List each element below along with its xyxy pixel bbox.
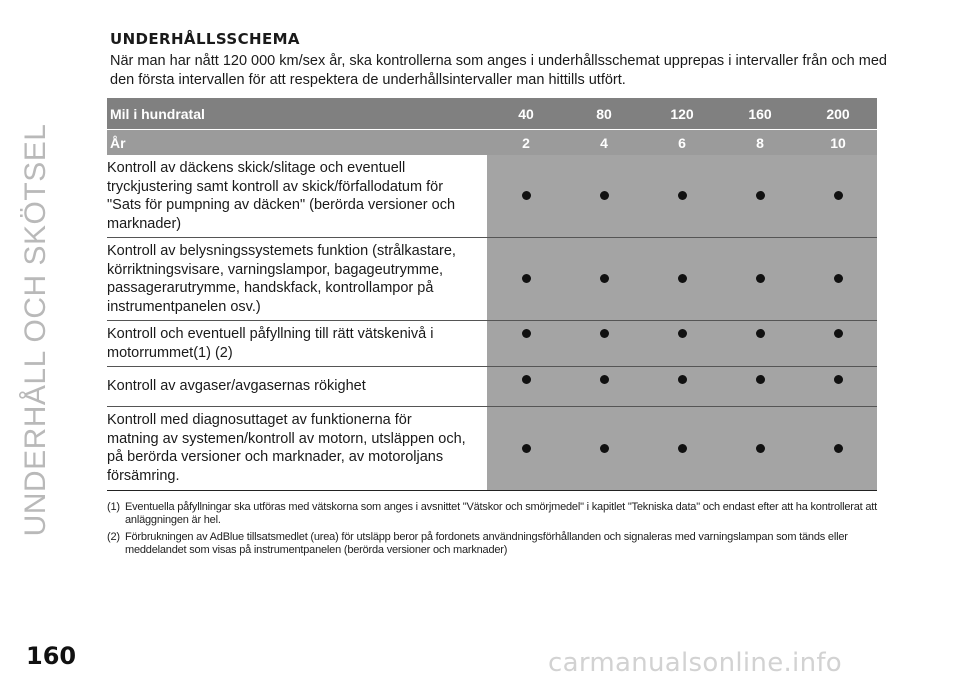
- dot-icon: [834, 375, 843, 384]
- task-description: Kontroll av belysningssystemets funktion (strålkastare, körriktningsvisare, varningslampor, bagageutrymme, passagerarutrymme, handskfack, kontrollampor på instrumentpanelen osv.): [107, 238, 487, 321]
- dot-icon: [756, 375, 765, 384]
- dot-icon: [756, 274, 765, 283]
- task-description: Kontroll och eventuell påfyllning till rätt vätskenivå i motorrummet(1) (2): [107, 321, 487, 367]
- header-distance-value: 160: [721, 98, 799, 130]
- header-row-years: [107, 130, 877, 156]
- table-row: [107, 321, 877, 367]
- mark-cell: [721, 407, 799, 491]
- mark-cell: [799, 155, 877, 238]
- dot-icon: [600, 191, 609, 200]
- task-description: Kontroll av däckens skick/slitage och eventuell tryckjustering samt kontroll av skick/förfallodatum för "Sats för pumpning av däcken" (berörda versioner och marknader): [107, 155, 487, 238]
- footnote-text: Eventuella påfyllningar ska utföras med vätskorna som anges i avsnittet "Vätskor och smörjmedel" i kapitlet "Tekniska data" och endast efter att ha kontrollerat att anläggningen är hel.: [125, 501, 877, 526]
- header-distance-value: 40: [487, 98, 565, 130]
- mark-cell: [799, 407, 877, 491]
- dot-icon: [756, 329, 765, 338]
- dot-icon: [522, 191, 531, 200]
- table-row: [107, 367, 877, 407]
- header-years-value: 2: [487, 130, 565, 156]
- intro-paragraph: När man har nått 120 000 km/sex år, ska kontrollerna som anges i underhållsschemat upprepas i intervaller från och med den första intervallen för att respektera de underhållsintervaller man hittills utfört.: [110, 53, 887, 88]
- dot-icon: [756, 444, 765, 453]
- dot-icon: [834, 329, 843, 338]
- footnote: [107, 531, 887, 557]
- footnotes: [107, 501, 887, 561]
- mark-cell: [643, 155, 721, 238]
- dot-icon: [678, 444, 687, 453]
- side-chapter-title-text: UNDERHÅLL OCH SKÖTSEL: [19, 123, 52, 537]
- header-years-value: 4: [565, 130, 643, 156]
- header-distance-label: Mil i hundratal: [107, 98, 487, 130]
- table-row: [107, 238, 877, 321]
- mark-cell: [721, 367, 799, 407]
- footnote-text: Förbrukningen av AdBlue tillsatsmedlet (urea) för utsläpp beror på fordonets användningsförhållanden och signaleras med varningslampan som tänds eller meddelandet som visas på instrumentpanelen (berörda versioner och marknader): [125, 531, 848, 556]
- mark-cell: [487, 321, 565, 367]
- mark-cell: [565, 367, 643, 407]
- dot-icon: [834, 191, 843, 200]
- dot-icon: [600, 375, 609, 384]
- header-distance-value: 200: [799, 98, 877, 130]
- mark-cell: [643, 407, 721, 491]
- mark-cell: [565, 321, 643, 367]
- mark-cell: [565, 238, 643, 321]
- mark-cell: [565, 155, 643, 238]
- table-row: [107, 155, 877, 238]
- dot-icon: [600, 274, 609, 283]
- dot-icon: [678, 191, 687, 200]
- table-row: [107, 407, 877, 491]
- header-row-distance: [107, 98, 877, 130]
- task-description: Kontroll av avgaser/avgasernas rökighet: [107, 367, 487, 407]
- mark-cell: [721, 321, 799, 367]
- mark-cell: [799, 321, 877, 367]
- dot-icon: [600, 444, 609, 453]
- mark-cell: [799, 367, 877, 407]
- footnote-number: (2): [107, 531, 120, 543]
- mark-cell: [487, 238, 565, 321]
- mark-cell: [721, 155, 799, 238]
- dot-icon: [678, 375, 687, 384]
- footnote: [107, 501, 887, 527]
- header-distance-value: 120: [643, 98, 721, 130]
- dot-icon: [522, 274, 531, 283]
- maintenance-schedule-table: [107, 98, 877, 491]
- mark-cell: [643, 321, 721, 367]
- mark-cell: [487, 155, 565, 238]
- mark-cell: [799, 238, 877, 321]
- page-number: 160: [26, 642, 77, 670]
- mark-cell: [721, 238, 799, 321]
- task-description: Kontroll med diagnosuttaget av funktionerna för matning av systemen/kontroll av motorn, utsläppen och, på berörda versioner och marknader, av motoroljans försämring.: [107, 407, 487, 491]
- header-years-value: 10: [799, 130, 877, 156]
- watermark: carmanualsonline.info: [548, 648, 843, 678]
- dot-icon: [522, 329, 531, 338]
- dot-icon: [522, 375, 531, 384]
- header-distance-value: 80: [565, 98, 643, 130]
- header-years-label: År: [107, 130, 487, 156]
- mark-cell: [643, 367, 721, 407]
- mark-cell: [565, 407, 643, 491]
- header-years-value: 8: [721, 130, 799, 156]
- dot-icon: [600, 329, 609, 338]
- section-heading: UNDERHÅLLSSCHEMA: [110, 30, 300, 48]
- mark-cell: [487, 367, 565, 407]
- header-years-value: 6: [643, 130, 721, 156]
- mark-cell: [643, 238, 721, 321]
- footnote-number: (1): [107, 501, 120, 513]
- dot-icon: [522, 444, 531, 453]
- dot-icon: [834, 444, 843, 453]
- dot-icon: [834, 274, 843, 283]
- dot-icon: [678, 329, 687, 338]
- dot-icon: [756, 191, 765, 200]
- mark-cell: [487, 407, 565, 491]
- dot-icon: [678, 274, 687, 283]
